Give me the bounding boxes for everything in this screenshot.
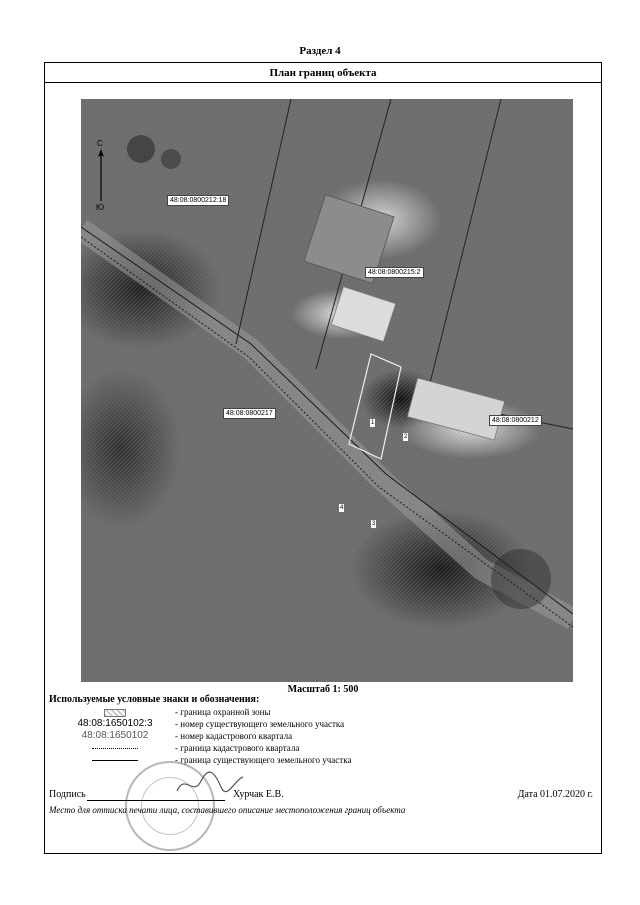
- boundary-point-label: 1: [371, 420, 375, 426]
- signature-row: [49, 789, 597, 803]
- parcel-label: 48:08:0800212: [489, 415, 542, 426]
- signature-date: Дата 01.07.2020 г.: [517, 789, 593, 800]
- legend-symbol-quarter-number: 48:08:1650102: [81, 730, 149, 741]
- legend-item: [45, 742, 601, 754]
- map-scale: Масштаб 1: 500: [287, 684, 359, 695]
- document-frame: [44, 62, 602, 854]
- legend-symbol-parcel-number: 48:08:1650102:3: [77, 718, 153, 729]
- section-title: Раздел 4: [299, 45, 341, 57]
- legend-item: [45, 730, 601, 742]
- parcel-label: 48:08:0800215:2: [365, 267, 424, 278]
- legend-description: - граница существующего земельного участка: [175, 755, 352, 765]
- aerial-map: [81, 99, 573, 682]
- north-arrow-icon: [97, 149, 105, 201]
- compass-north-label: С: [97, 139, 103, 148]
- map-overlay: [81, 99, 573, 682]
- legend-title: Используемые условные знаки и обозначения:: [49, 694, 260, 705]
- legend-description: - номер кадастрового квартала: [175, 731, 293, 741]
- boundary-point-label: 2: [404, 434, 408, 440]
- signature-label: Подпись: [49, 789, 86, 800]
- north-arrow: [95, 139, 109, 239]
- signature-line: [87, 800, 225, 801]
- stamp-place-note: Место для оттиска печати лица, составившего описание местоположения границ объекта: [49, 805, 406, 815]
- legend-symbol-parcel-boundary: [65, 754, 165, 766]
- dotted-line-icon: [92, 748, 138, 749]
- legend-symbol-protection-zone: [65, 706, 165, 718]
- boundary-point-label: 4: [340, 505, 344, 511]
- hatched-box-icon: [104, 709, 126, 717]
- parcel-label: 48:08:0800212:18: [167, 195, 229, 206]
- legend-item: [45, 754, 601, 766]
- legend-description: - граница охранной зоны: [175, 707, 271, 717]
- legend-description: - номер существующего земельного участка: [175, 719, 345, 729]
- solid-line-icon: [92, 760, 138, 761]
- plan-header: План границ объекта: [45, 63, 601, 83]
- legend-item: [45, 718, 601, 730]
- boundary-point-label: 3: [372, 521, 376, 527]
- legend-item: [45, 706, 601, 718]
- compass-south-label: Ю: [96, 203, 105, 212]
- quarter-label: 48:08:0800217: [223, 408, 276, 419]
- legend-symbol-quarter-boundary: [65, 742, 165, 754]
- signer-name: Хурчак Е.В.: [233, 789, 284, 800]
- legend-description: - граница кадастрового квартала: [175, 743, 300, 753]
